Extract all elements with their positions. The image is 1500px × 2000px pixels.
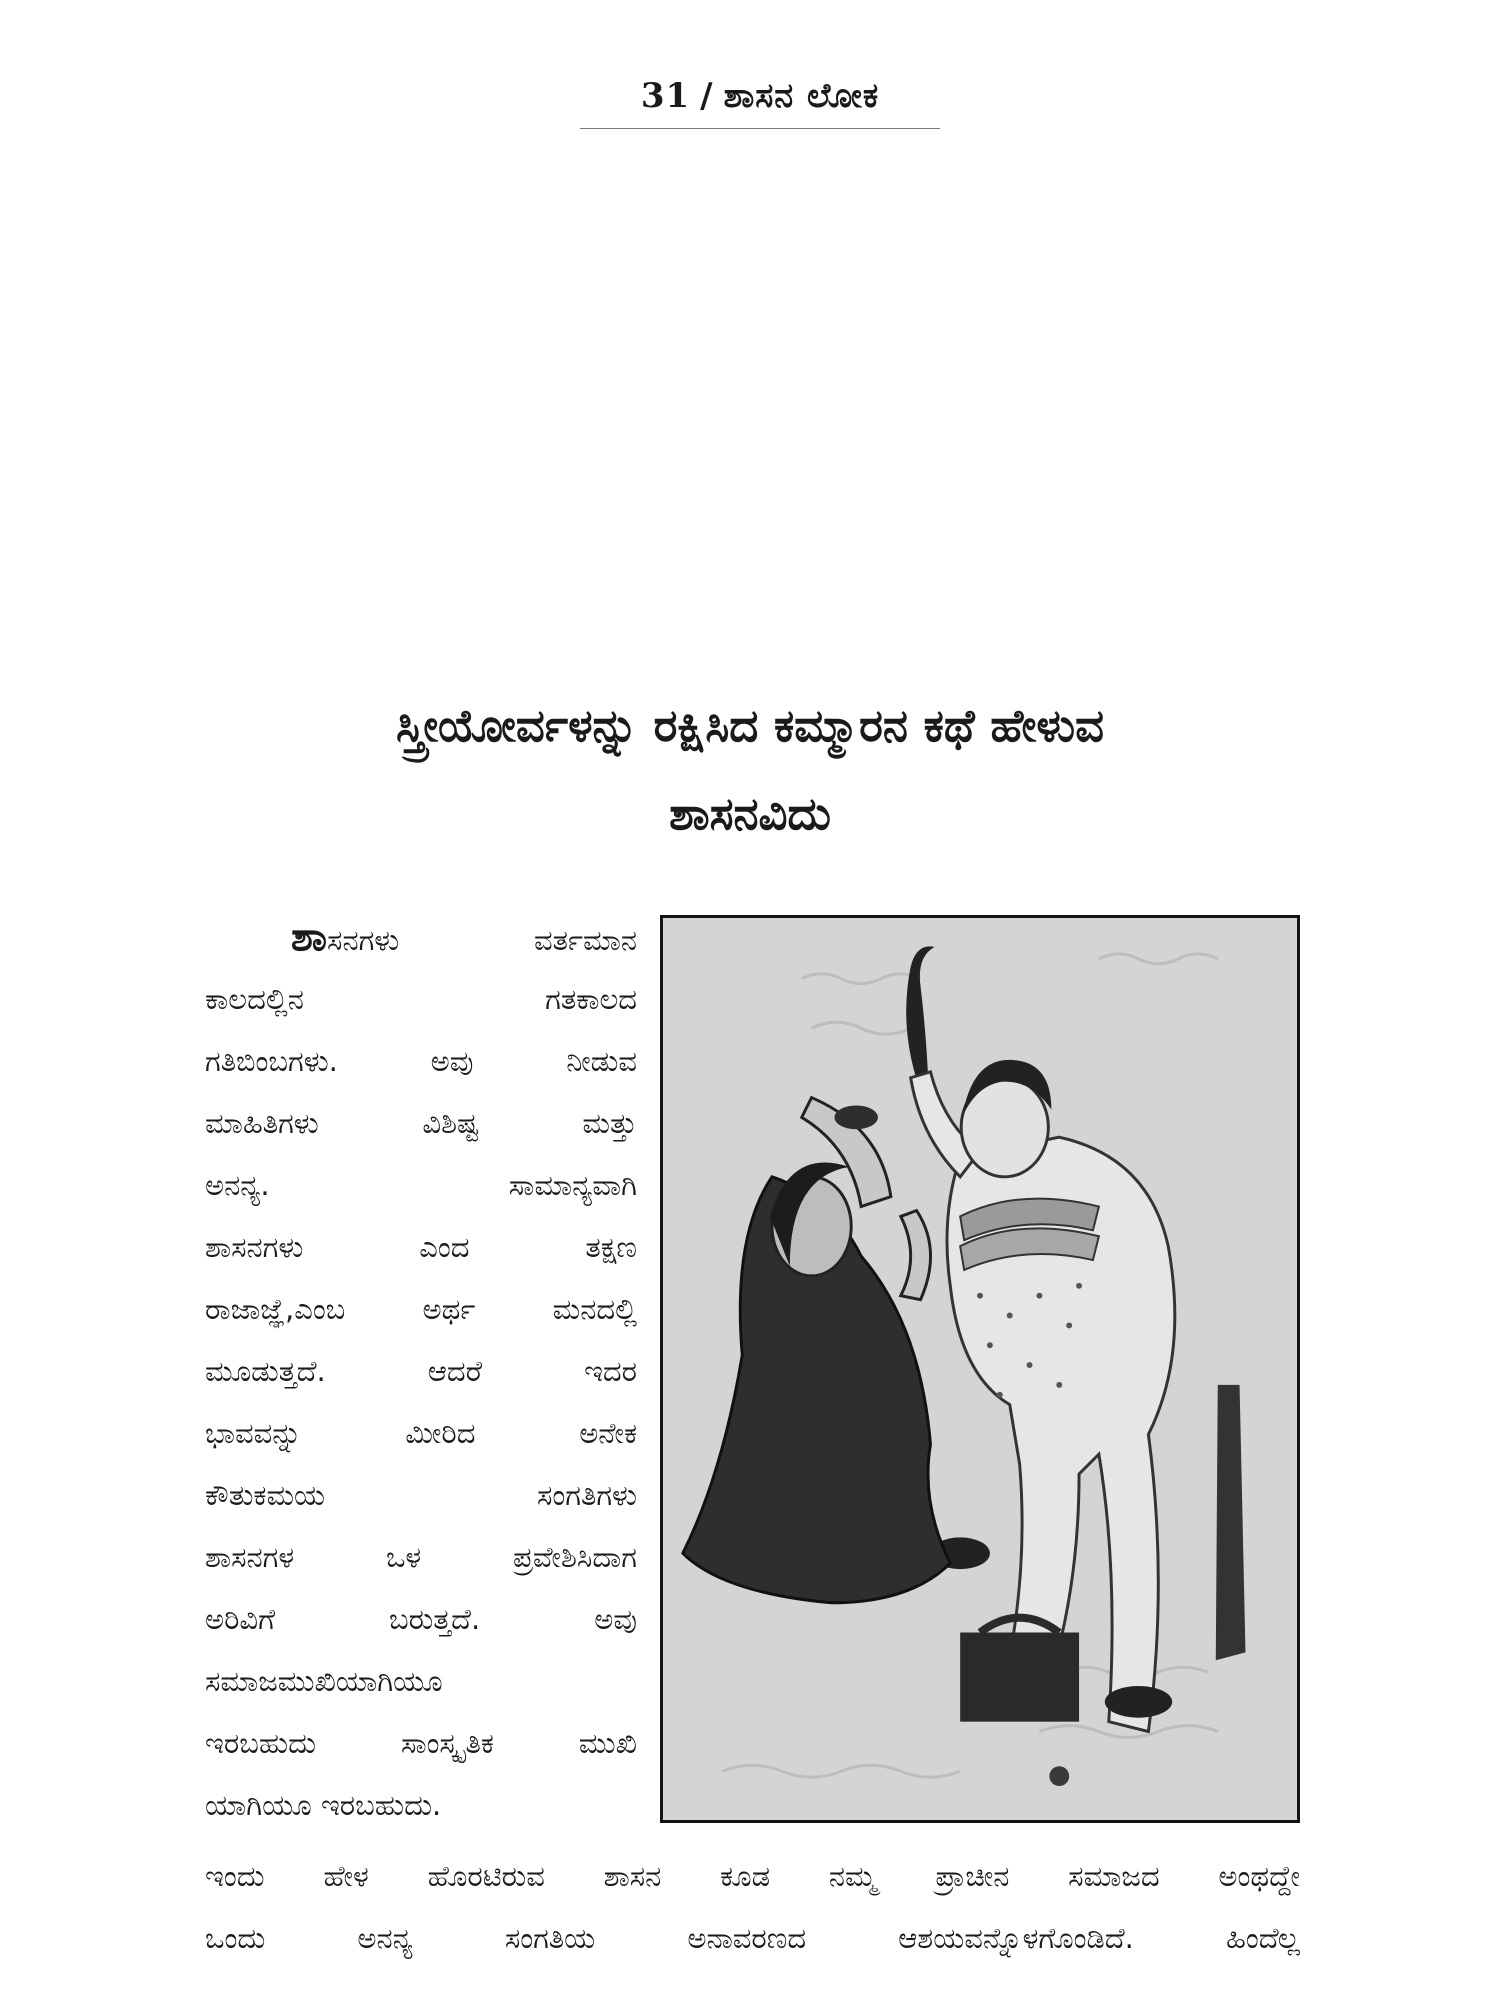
text-line: ಇಂದು ಹೇಳ ಹೊರಟಿರುವ ಶಾಸನ ಕೂಡ ನಮ್ಮ ಪ್ರಾಚೀನ ಸಮಾಜದ ಅಂಥದ್ದೇ [205, 1859, 1300, 1893]
column-text [205, 906, 637, 1836]
text-line: ಒಂದು ಅನನ್ಯ ಸಂಗತಿಯ ಅನಾವರಣದ ಆಶಯವನ್ನೊಳಗೊಂಡಿದೆ. ಹಿಂದೆಲ್ಲ [205, 1921, 1300, 1955]
painting-man-striking-woman-icon [663, 918, 1297, 1820]
text-line: ಕಾಲದಲ್ಲಿನ ಗತಕಾಲದ [205, 982, 637, 1016]
text-line: ಗತಿಬಿಂಬಗಳು. ಅವು ನೀಡುವ [205, 1044, 637, 1078]
title-line-1: ಸ್ತ್ರೀಯೋರ್ವಳನ್ನು ರಕ್ಷಿಸಿದ ಕಮ್ಮಾರನ ಕಥೆ ಹೇಳುವ [396, 699, 1104, 752]
page-number: 31 [640, 76, 691, 116]
article-title [160, 682, 1340, 858]
running-head [580, 76, 940, 128]
drop-word: ಶಾ [291, 914, 328, 960]
header-separator: / [700, 76, 714, 116]
text-line: ಸಮಾಜಮುಖಿಯಾಗಿಯೂ [205, 1664, 443, 1698]
text-line: ಶಾಸನಗಳು ಎಂದ ತಕ್ಷಣ [205, 1230, 637, 1264]
text-line: ಶಾಸನಗಳು ವರ್ತಮಾನ [291, 914, 637, 960]
text-line: ರಾಜಾಜ್ಞೆ,ಎಂಬ ಅರ್ಥ ಮನದಲ್ಲಿ [205, 1292, 637, 1326]
continuation-text [205, 1845, 1300, 1969]
text-line: ಮೂಡುತ್ತದೆ. ಆದರೆ ಇದರ [205, 1354, 637, 1388]
text-line: ಭಾವವನ್ನು ಮೀರಿದ ಅನೇಕ [205, 1416, 637, 1450]
text-line: ಇರಬಹುದು ಸಾಂಸ್ಕೃತಿಕ ಮುಖಿ [205, 1726, 637, 1760]
title-line-2: ಶಾಸನವಿದು [669, 787, 831, 840]
text-line: ಅನನ್ಯ. ಸಾಮಾನ್ಯವಾಗಿ [205, 1168, 637, 1202]
book-title: ಶಾಸನ ಲೋಕ [723, 76, 880, 116]
header-rule [580, 128, 940, 129]
text-line: ಯಾಗಿಯೂ ಇರಬಹುದು. [205, 1788, 442, 1822]
text-line: ಅರಿವಿಗೆ ಬರುತ್ತದೆ. ಅವು [205, 1602, 637, 1636]
illustration-figure [660, 915, 1300, 1823]
text-line: ಕೌತುಕಮಯ ಸಂಗತಿಗಳು [205, 1478, 637, 1512]
text-line: ಶಾಸನಗಳ ಒಳ ಪ್ರವೇಶಿಸಿದಾಗ [205, 1540, 637, 1574]
text-line: ಮಾಹಿತಿಗಳು ವಿಶಿಷ್ಟ ಮತ್ತು [205, 1106, 637, 1140]
